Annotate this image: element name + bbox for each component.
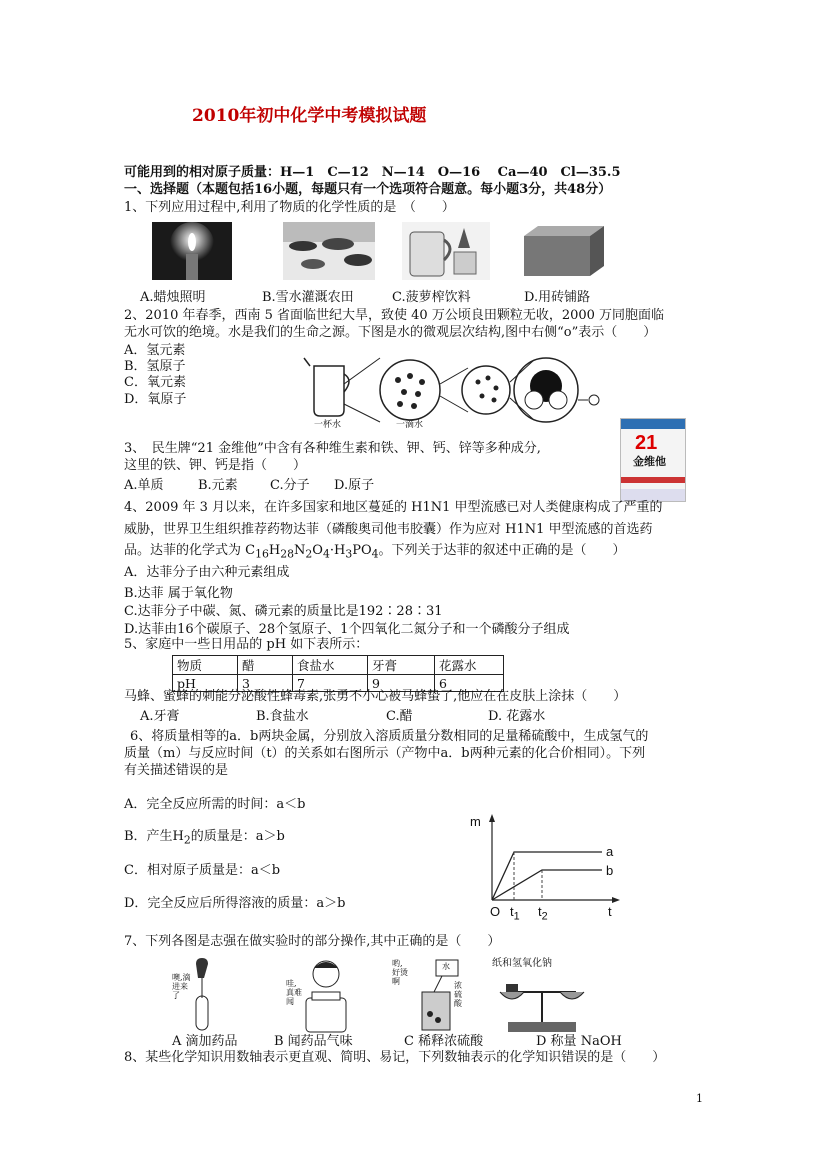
question-2-stem-2: 无水可饮的绝境。水是我们的生命之源。下图是水的微观层次结构,图中右侧“o”表示（ ） xyxy=(124,325,657,340)
q4-option-d: D.达菲由16个碳原子、28个氢原子、1个四氧化二氮分子和一个磷酸分子组成 xyxy=(124,622,570,637)
q3-option-d: D.原子 xyxy=(334,478,375,493)
q6-option-d: D．完全反应后所得溶液的质量：a＞b xyxy=(124,896,346,911)
question-6-stem-1: 6、将质量相等的a．b两块金属，分别放入溶质质量分数相同的足量稀硫酸中，生成氢气的 xyxy=(130,729,649,744)
drop-of-water-label: 一滴水 xyxy=(396,420,424,430)
question-6-stem-2: 质量（m）与反应时间（t）的关系如右图所示（产物中a．b两种元素的化合价相同）。下列 xyxy=(124,746,646,761)
question-5-stem-2: 马蜂、蜜蜂的刺能分泌酸性蜂毒素,张勇不小心被马蜂蛰了,他应在在皮肤上涂抹（ ） xyxy=(124,689,627,704)
smelling-image xyxy=(286,958,356,1034)
bubble-c: 哟,好烫啊 xyxy=(392,959,408,986)
q4-option-a: A．达菲分子由六种元素组成 xyxy=(124,565,290,580)
page-number: 1 xyxy=(696,1092,703,1105)
dropping-reagent-image xyxy=(172,956,224,1034)
vitamin-brand-number: 21 xyxy=(635,432,658,454)
q2-option-c: C．氧元素 xyxy=(124,375,186,390)
reaction-graph xyxy=(462,800,642,922)
brick-icon xyxy=(520,222,606,280)
table-cell: 花露水 xyxy=(435,656,504,675)
table-cell: pH xyxy=(173,675,238,692)
q7-option-d: D 称量 NaOH xyxy=(536,1034,622,1049)
question-8-stem: 8、某些化学知识用数轴表示更直观、简明、易记，下列数轴表示的化学知识错误的是（ ） xyxy=(124,1050,666,1065)
question-4-stem-3: 品。达菲的化学式为 $C_{16}H_{28}N_2O_4\cdot H_3PO_4$。下列关于达菲的叙述中正确的是（ ） xyxy=(124,543,626,561)
pitcher-icon xyxy=(402,222,490,280)
question-2-stem-1: 2、2010 年春季，西南 5 省面临世纪大旱，致使 40 万公顷良田颗粒无收，2000 万同胞面临 xyxy=(124,308,665,323)
water-structure-icon xyxy=(300,348,600,432)
q6-option-a: A．完全反应所需的时间：a＜b xyxy=(124,797,306,812)
line-a xyxy=(492,852,602,900)
question-6-stem-3: 有关描述错误的是 xyxy=(124,763,229,778)
page-title: 2010年初中化学中考模拟试题 xyxy=(192,106,427,126)
acid-label: 浓硫酸 xyxy=(454,981,462,1008)
q5-option-c: C.醋 xyxy=(386,709,413,724)
reaction-graph-axes xyxy=(462,800,642,922)
table-cell: 牙膏 xyxy=(368,656,435,675)
diluting-acid-image xyxy=(392,958,472,1034)
snow-icon xyxy=(283,222,375,280)
brick-image xyxy=(520,222,606,280)
q1-option-b: B.雪水灌溉农田 xyxy=(262,290,354,305)
q2-option-d: D．氧原子 xyxy=(124,392,187,407)
bubble-b: 哇,真难闻 xyxy=(286,979,302,1006)
q7-option-a: A 滴加药品 xyxy=(172,1034,238,1049)
graph-line-a-label: a xyxy=(606,844,614,859)
q7-option-c: C 稀释浓硫酸 xyxy=(404,1034,484,1049)
table-cell: 7 xyxy=(293,675,368,692)
bubble-d: 纸和氢氧化钠 xyxy=(492,958,552,969)
q1-option-d: D.用砖铺路 xyxy=(524,290,591,305)
vitamin-name: 金维他 xyxy=(633,455,666,468)
weighing-image xyxy=(490,956,594,1034)
q3-option-a: A.单质 xyxy=(124,478,164,493)
snow-field-image xyxy=(283,222,375,280)
table-cell: 9 xyxy=(368,675,435,692)
vitamin-box-image xyxy=(620,418,686,502)
q4-option-b: B.达菲 属于氧化物 xyxy=(124,586,233,601)
pineapple-drink-image xyxy=(402,222,490,280)
table-cell: 醋 xyxy=(238,656,293,675)
question-1-stem: 1、下列应用过程中,利用了物质的化学性质的是 （ ） xyxy=(124,200,455,215)
q6-option-b: B．产生$H_2$的质量是：a＞b xyxy=(124,829,285,847)
atomic-mass-line: 可能用到的相对原子质量：H—1 C—12 N—14 O—16 Ca—40 Cl—35.5 xyxy=(124,165,621,180)
q3-option-c: C.分子 xyxy=(270,478,310,493)
water-structure-diagram xyxy=(300,348,600,432)
q1-option-c: C.菠萝榨饮料 xyxy=(392,290,471,305)
q2-option-a: A．氢元素 xyxy=(124,343,186,358)
table-cell: 物质 xyxy=(173,656,238,675)
q5-option-b: B.食盐水 xyxy=(256,709,309,724)
ph-table xyxy=(172,655,504,692)
q2-option-b: B．氢原子 xyxy=(124,359,186,374)
q3-option-b: B.元素 xyxy=(198,478,238,493)
question-4-stem-1: 4、2009 年 3 月以来，在许多国家和地区蔓延的 H1N1 甲型流感已对人类健康构成了严重的 xyxy=(124,500,663,515)
table-row xyxy=(173,656,504,675)
graph-t1-label: $t_1$ xyxy=(510,904,520,922)
water-label: 水 xyxy=(442,962,450,971)
section-header: 一、选择题（本题包括16小题，每题只有一个选项符合题意。每小题3分，共48分） xyxy=(124,182,612,197)
q7-option-b: B 闻药品气味 xyxy=(274,1034,353,1049)
question-3-stem-1: 3、 民生牌“21 金维他”中含有各种维生素和铁、钾、钙、锌等多种成分, xyxy=(124,441,541,456)
table-cell: 6 xyxy=(435,675,504,692)
graph-line-b-label: b xyxy=(606,863,614,878)
question-3-stem-2: 这里的铁、钾、钙是指（ ） xyxy=(124,458,307,473)
candle-icon xyxy=(152,222,232,280)
q5-option-d: D. 花露水 xyxy=(488,709,546,724)
graph-y-label: m xyxy=(470,814,481,829)
graph-t2-label: $t_2$ xyxy=(538,904,548,922)
q4-option-c: C.达菲分子中碳、氮、磷元素的质量比是192∶28∶31 xyxy=(124,604,443,619)
question-4-stem-2: 威胁，世界卫生组织推荐药物达菲（磷酸奥司他韦胶囊）作为应对 H1N1 甲型流感的首选药 xyxy=(124,522,653,537)
line-b xyxy=(492,870,602,900)
table-cell: 食盐水 xyxy=(293,656,368,675)
table-cell: 3 xyxy=(238,675,293,692)
question-7-stem: 7、下列各图是志强在做实验时的部分操作,其中正确的是（ ） xyxy=(124,934,501,949)
graph-x-label: t xyxy=(608,904,612,919)
bubble-a: 噢,滴进来了 xyxy=(172,973,191,1000)
q5-option-a: A.牙膏 xyxy=(140,709,180,724)
candle-image xyxy=(152,222,232,280)
q6-option-c: C．相对原子质量是：a＜b xyxy=(124,863,281,878)
graph-origin-label: O xyxy=(490,904,501,919)
question-5-stem: 5、家庭中一些日用品的 pH 如下表所示： xyxy=(124,637,369,652)
cup-of-water-label: 一杯水 xyxy=(314,420,342,430)
q1-option-a: A.蜡烛照明 xyxy=(140,290,206,305)
